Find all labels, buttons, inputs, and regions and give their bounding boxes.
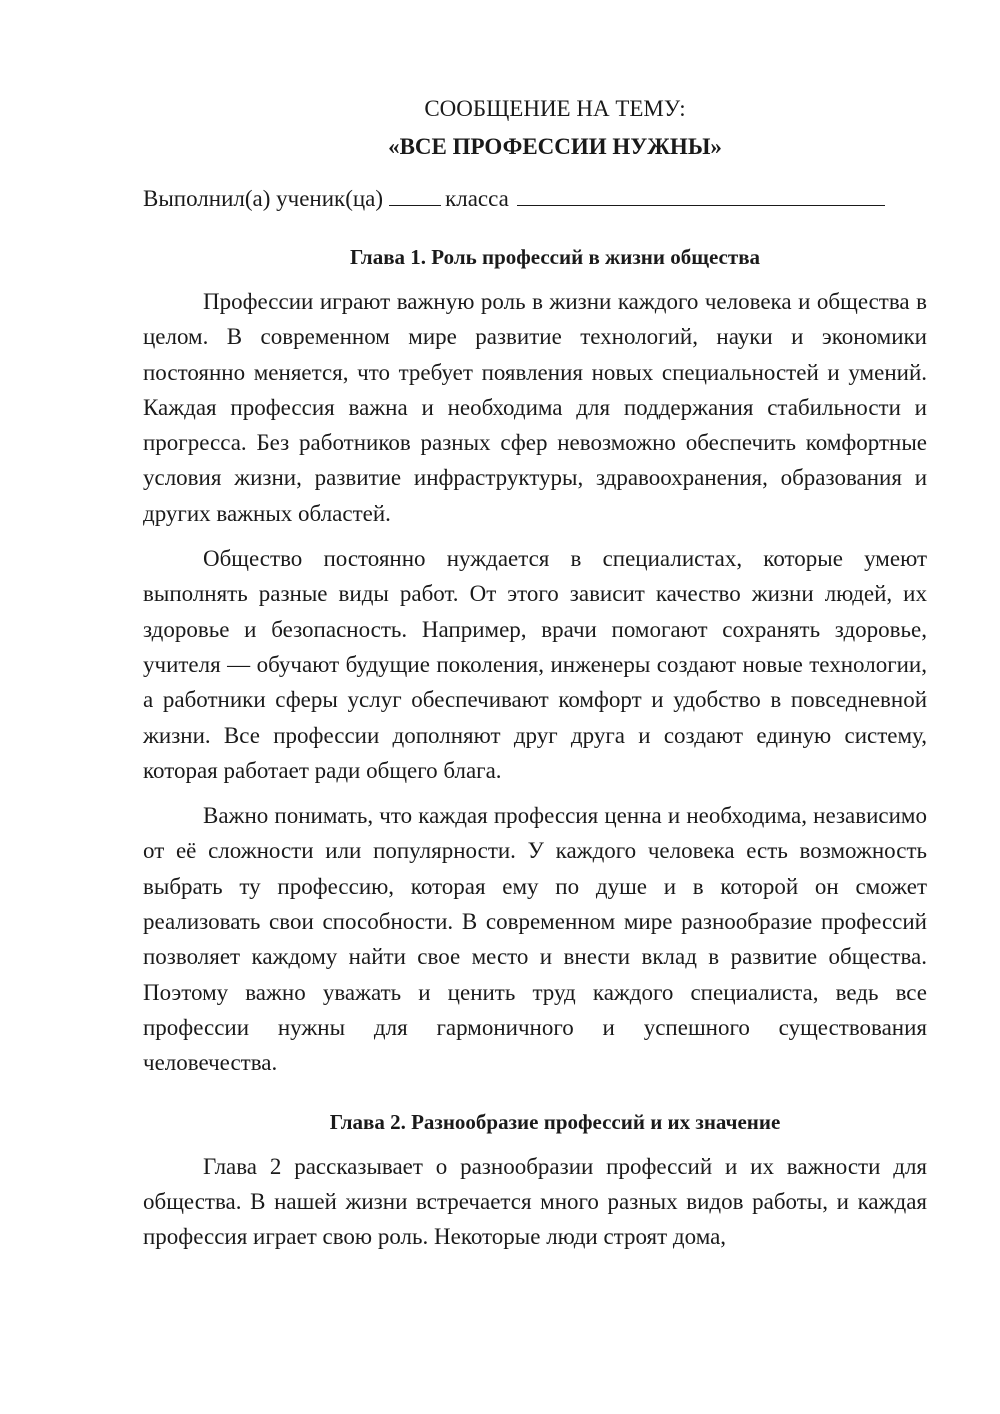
document-topic: «ВСЕ ПРОФЕССИИ НУЖНЫ» <box>388 134 722 159</box>
paragraph: Профессии играют важную роль в жизни каждого человека и общества в целом. В современном мире развитие технологий, науки и экономики постоянно меняется, что требует появления новых специальностей и умений. Каждая профессия важна и необходима для поддержания стабильности и прогресса. Без работников разных сфер невозможно обеспечить комфортные условия жизни, развитие инфраструктуры, здравоохранения, образования и других важных областей. <box>143 289 927 526</box>
document-page <box>143 92 927 1264</box>
chapter-title: Глава 1. Роль профессий в жизни общества <box>349 245 761 269</box>
class-blank <box>517 183 885 206</box>
paragraph: Общество постоянно нуждается в специалистах, которые умеют выполнять разные виды работ. От этого зависит качество жизни людей, их здоровье и безопасность. Например, врачи помогают сохранять здоровье, учителя — обучают будущие поколения, инженеры создают новые технологии, а работники сферы услуг обеспечивают комфорт и удобство в повседневной жизни. Все профессии дополняют друг друга и создают единую систему, которая работает ради общего блага. <box>143 546 927 783</box>
author-label: Выполнил(а) ученик(ца) <box>143 186 384 211</box>
chapter-1 <box>143 240 927 1081</box>
grade-blank <box>389 183 441 206</box>
paragraph: Глава 2 рассказывает о разнообразии профессий и их важности для общества. В нашей жизни встречается много разных видов работы, и каждая профессия играет свою роль. Некоторые люди строят дома, <box>143 1153 927 1250</box>
chapter-title: Глава 2. Разнообразие профессий и их значение <box>329 1109 781 1134</box>
class-label: класса <box>445 186 509 211</box>
document-heading: СООБЩЕНИЕ НА ТЕМУ: <box>424 96 686 121</box>
paragraph: Важно понимать, что каждая профессия ценна и необходима, независимо от её сложности или популярности. У каждого человека есть возможность выбрать ту профессию, которая ему по душе и в которой он сможет реализовать свои способности. В современном мире разнообразие профессий позволяет каждому найти свое место и внести вклад в развитие общества. Поэтому важно уважать и ценить труд каждого специалиста, ведь все профессии нужны для гармоничного и успешного существования человечества. <box>143 803 927 1076</box>
chapter-2 <box>143 1105 927 1255</box>
author-line <box>143 182 927 216</box>
